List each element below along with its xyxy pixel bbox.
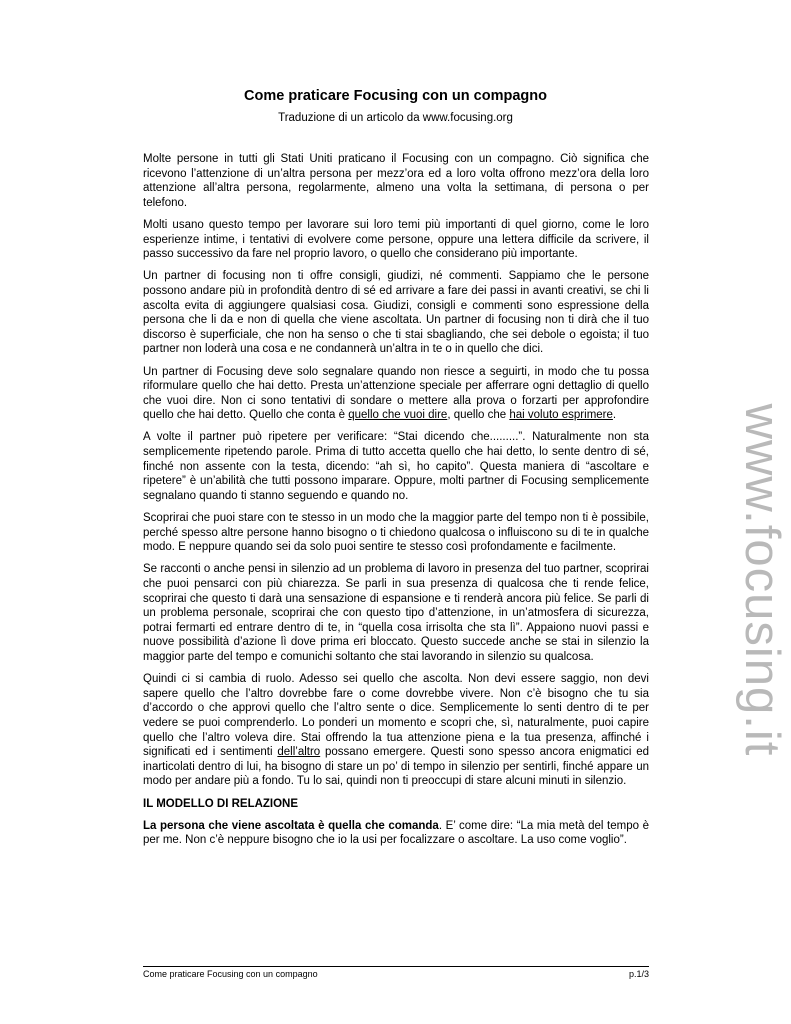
footer-divider	[143, 966, 649, 967]
paragraph-4-text-c: .	[612, 409, 617, 422]
footer-title: Come praticare Focusing con un compagno	[143, 969, 318, 979]
paragraph-8-text-b: possano emergere. Questi sono spesso ancora enigmatici ed inarticolati dentro di lui, ha bisogno di stare un po’ di tempo in silenzio per sentirli, finché appare un modo per andare più a fondo. Tu lo sai, quindi non ti preoccupi di stare alcuni minuti in silenzio.	[143, 746, 649, 788]
paragraph-4-text-b: , quello che	[447, 409, 510, 422]
paragraph-9	[143, 819, 649, 848]
paragraph-7: Se racconti o anche pensi in silenzio ad un problema di lavoro in presenza del tuo partner, scoprirai che puoi pensarci con più chiarezza. Se parli in sua presenza di qualcosa che ti rende felice, scoprirai che questo ti darà una sensazione di espansione e ti renderà ancora più felice. Se parli di un problema personale, scoprirai che con questo tipo d’attenzione, in un’atmosfera di sicurezza, potrai fermarti ed entrare dentro di te, in “quella cosa irrisolta che sta lì”. Appaiono nuovi passi e nuove possibilità d’azione lì dove prima eri bloccato. Questo succede anche se stai in silenzio la maggior parte del tempo e comunichi soltanto che stai lavorando in silenzio su qualcosa.	[143, 563, 649, 663]
paragraph-5: A volte il partner può ripetere per verificare: “Stai dicendo che.........”. Naturalmente non sta semplicemente ripetendo parole. Prima di tutto accetta quello che hai detto, lo sente dentro di sé, finché non assente con la testa, dicendo: “ah sì, ho capito”. Questa maniera di “ascoltare e ripetere” è un’abilità che tutti possono imparare. Oppure, molti partner di Focusing semplicemente segnalano quando ti stanno seguendo e quando no.	[143, 431, 649, 502]
watermark: www.focusing.it	[735, 403, 789, 757]
underlined-phrase-3: dell’altro	[277, 746, 321, 759]
paragraph-3: Un partner di focusing non ti offre consigli, giudizi, né commenti. Sappiamo che le persone possono andare più in profondità dentro di sé ed arrivare a fare dei passi in avanti creativi, se chi li ascolta evita di aggiungere qualsiasi cosa. Giudizi, consigli e commenti sono espressione della persona che li da e non di quella che viene ascoltata. Un partner di focusing non ti dirà che il tuo discorso è superficiale, che non ha senso o che ti stai sbagliando, che sei debole o egoista; il tuo partner non loderà una cosa e ne condannerà un’altra in te o in quello che dici.	[143, 270, 649, 356]
section-heading: IL MODELLO DI RELAZIONE	[143, 797, 299, 810]
paragraph-1: Molte persone in tutti gli Stati Uniti praticano il Focusing con un compagno. Ciò significa che ricevono l’attenzione di un’altra persona per mezz’ora ed a loro volta offrono mezz’ora della loro attenzione all’altra persona, regolarmente, almeno una volta la settimana, di persona o per telefono.	[143, 153, 649, 209]
paragraph-2: Molti usano questo tempo per lavorare sui loro temi più importanti di quel giorno, come le loro esperienze intime, i tentativi di evolvere come persone, oppure una lettera difficile da scrivere, il passo successivo da fare nel proprio lavoro, o quello che considerano più importante.	[143, 218, 649, 261]
document-title: Come praticare Focusing con un compagno	[244, 88, 547, 104]
paragraph-4	[143, 365, 649, 423]
paragraph-8	[143, 672, 649, 789]
underlined-phrase-2: hai voluto esprimere	[509, 409, 613, 422]
underlined-phrase-1: quello che vuoi dire	[348, 409, 448, 422]
article-body	[143, 152, 649, 855]
paragraph-9-text: . E’ come dire: “La mia metà del tempo è per me. Non c’è neppure bisogno che io la usi per focalizzare o ascoltare. La uso come voglio”.	[143, 819, 649, 847]
document-subtitle: Traduzione di un articolo da www.focusing.org	[278, 112, 513, 124]
page-number: p.1/3	[628, 969, 649, 979]
paragraph-6: Scoprirai che puoi stare con te stesso in un modo che la maggior parte del tempo non ti è possibile, perché spesso altre persone hanno bisogno o ti chiedono qualcosa o influiscono su di te in qualche modo. E neppure quando sei da solo puoi sentire te stesso così profondamente e facilmente.	[143, 512, 649, 554]
paragraph-4-text-a: Un partner di Focusing deve solo segnalare quando non riesce a seguirti, in modo che tu possa riformulare quello che hai detto. Presta un’attenzione speciale per afferrare ogni dettaglio di quello che vuoi dire. Non ci sono tentativi di sondare o mettere alla prova o forzarti per approfondire quello che hai detto. Quello che conta è	[143, 365, 649, 422]
paragraph-8-text-a: Quindi ci si cambia di ruolo. Adesso sei quello che ascolta. Non devi essere saggio, non devi sapere quello che l’altro dovrebbe fare o come dovrebbe vivere. Non c’è bisogno che tu sia d’accordo o che approvi quello che l’altro sente o dice. Semplicemente lo senti dentro di te per vedere se puoi comprenderlo. Lo ponderi un momento e scopri che, sì, naturalmente, puoi capire quello che l’altro voleva dire. Stai offrendo la tua attenzione piena e la tua presenza, affinché i significati ed i sentimenti	[143, 673, 649, 759]
paragraph-9-bold: La persona che viene ascoltata è quella che comanda	[143, 819, 439, 832]
